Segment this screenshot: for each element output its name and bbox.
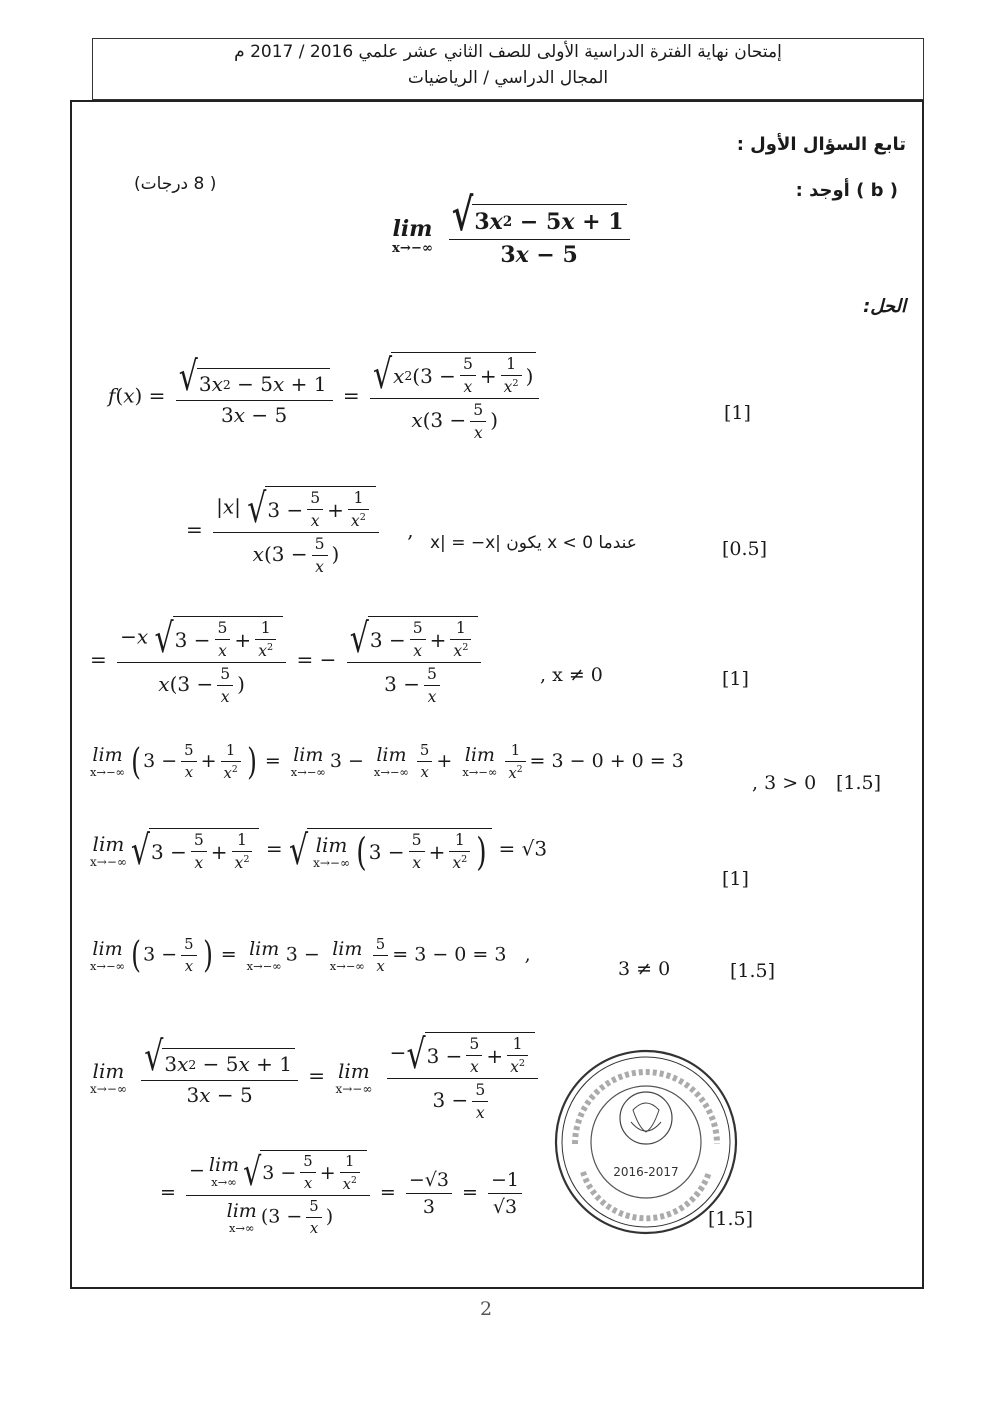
step-3-expression: = −x √ 3 − $\frac{5}{x}$ + $\frac{1}{x^2}$ x(3 − $\frac{5}{x}$ ) = − √ 3 − $\frac{5}{x}$ + $\frac{1}{x^2}$ 3 − $\frac{5}{x}$ [90,616,485,706]
mark-step-2: [0.5] [722,538,768,560]
x-nonzero-condition: , x ≠ 0 [540,664,603,686]
mark-step-1: [1] [724,402,751,424]
solution-label: الحل: [863,296,906,317]
question-continuation: تابع السؤال الأول : [736,134,906,155]
ministry-seal [553,1048,739,1236]
mark-step-8: [1.5] [708,1208,754,1230]
step-8-expression: = − lim x→∞ √ 3 − $\frac{5}{x}$ + $\frac{1}{x^2}$ lim x→∞ (3 − $\frac{5}{x}$ ) = $\frac{-√3}{3}$ = $\frac{-1}{√3}$ [160,1150,526,1237]
step-4-expression: lim x→−∞ ( 3 − $\frac{5}{x}$ + $\frac{1}{x^2}$ ) = lim x→−∞ 3 − lim x→−∞ $\frac{5}{x}$ + lim x→−∞ $\frac{1}{x^2}$ = 3 − 0 + 0 = 3 [90,740,684,783]
mark-step-3: [1] [722,668,749,690]
three-nonzero-condition: 3 ≠ 0 [618,958,671,980]
exam-subject: المجال الدراسي / الرياضيات [407,68,609,88]
points-label: ( 8 درجات) [134,174,217,194]
step-5-expression: lim x→−∞ √ 3 − $\frac{5}{x}$ + $\frac{1}{x^2}$ = √ lim x→−∞ ( 3 − $\frac{5}{x}$ + $\frac{1}{x^2}$ ) = √3 [90,827,548,875]
page-number: 2 [480,1298,493,1320]
step-6-expression: lim x→−∞ ( 3 − $\frac{5}{x}$ ) = lim x→−∞ 3 − lim x→−∞ $\frac{5}{x}$ = 3 − 0 = 3 , [90,934,531,977]
mark-step-6: [1.5] [730,960,776,982]
step-7-expression: lim x→−∞ √ 3 x 2 − 5 x + 1 3x − 5 = lim x→−∞ − √ 3 − $\frac{5}{x}$ + $\frac{1}{x^2}$ 3 − $\frac{5}{x}$ [86,1032,542,1122]
exam-title: إمتحان نهاية الفترة الدراسية الأولى للصف الثاني عشر علمي 2016 / 2017 م [234,42,782,62]
abs-value-condition: عندما 0 > x يكون |x| = −x [430,533,637,553]
exam-header [92,38,924,100]
problem-expression: lim x→−∞ √ 3 x 2 − 5 x + 1 3x − 5 [388,204,634,268]
step-1-expression: f(x) = √ 3 x 2 − 5 x + 1 3x − 5 = √ x 2 (3 − $\frac{5}{x}$ + $\frac{1}{x^2}$ ) x(3 − $\frac{5}{x}$ ) [108,352,543,442]
mark-step-5: [1] [722,868,749,890]
step-2-expression: = |x| √ 3 − $\frac{5}{x}$ + $\frac{1}{x^2}$ x(3 − $\frac{5}{x}$ ) , [186,485,414,577]
mark-step-4: [1.5] [836,772,882,794]
part-label: ( b ) أوجد : [795,180,898,201]
three-positive-condition: , 3 > 0 [752,772,817,794]
seal-year: 2016-2017 [613,1165,679,1179]
